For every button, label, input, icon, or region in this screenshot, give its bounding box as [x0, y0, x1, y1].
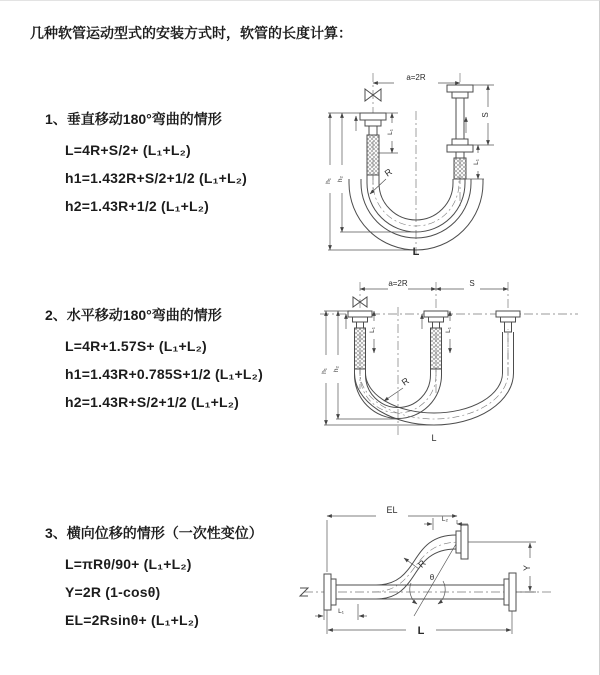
page-title: 几种软管运动型式的安装方式时，软管的长度计算： — [30, 25, 352, 41]
section-horizontal-movement — [45, 305, 263, 416]
dim-label-l: L — [412, 246, 420, 258]
diagram-lateral-displacement — [296, 504, 590, 646]
dim-label-r: R — [382, 166, 394, 179]
section-1-formulas — [45, 136, 247, 220]
diagram-vertical-180-bend — [308, 67, 590, 259]
braided-hose-section — [454, 158, 466, 179]
radius-callout — [384, 375, 411, 401]
formula-line: L=4R+1.57S+ (L₁+L₂) — [65, 338, 207, 354]
formula-line: L=πRθ/90+ (L₁+L₂) — [65, 556, 192, 572]
pipe-assembly-1 — [348, 311, 372, 369]
centerlines — [373, 73, 460, 255]
radius-callout — [404, 558, 428, 570]
upper-flange-assembly — [456, 525, 468, 559]
formula-line: h1=1.43R+0.785S+1/2 (L₁+L₂) — [65, 366, 263, 382]
dim-label-l1-p1: L₁ — [369, 327, 376, 333]
section-1-heading: 1、垂直移动180°弯曲的情形 — [45, 111, 222, 127]
pipe-assembly-3 — [496, 311, 520, 332]
dim-label-a2r: a=2R — [406, 73, 426, 82]
dim-label-l1-left: L₁ — [387, 129, 394, 135]
left-pipe-assembly — [360, 113, 386, 175]
dimension-a-2r — [360, 279, 436, 289]
dimension-l1 — [315, 604, 367, 620]
right-pipe-assembly — [447, 85, 473, 179]
dimension-a-2r — [373, 73, 460, 83]
formula-line: h2=1.43R+S/2+1/2 (L₁+L₂) — [65, 394, 240, 410]
dim-label-l: L — [417, 625, 425, 637]
dim-label-el: EL — [386, 505, 398, 515]
dimension-s — [436, 279, 508, 289]
dimension-l-bottom — [327, 610, 512, 637]
dim-label-h2: h₂ — [337, 175, 344, 183]
section-lateral-displacement — [45, 523, 263, 634]
braided-hose-section — [367, 135, 379, 175]
pipe-assembly-2 — [424, 311, 448, 369]
section-2-formulas — [45, 332, 263, 416]
dim-label-y: Y — [522, 564, 532, 572]
dim-label-theta: θ — [429, 573, 435, 582]
dim-label-a2r: a=2R — [388, 279, 408, 288]
dim-label-h1: h₁ — [325, 178, 332, 184]
dim-label-s: S — [469, 279, 475, 288]
dim-label-r: R — [416, 558, 428, 570]
dim-label-l1: L₁ — [338, 608, 344, 615]
dim-label-l1-p2: L₁ — [445, 327, 452, 333]
formula-line: h1=1.432R+S/2+1/2 (L₁+L₂) — [65, 170, 247, 186]
dim-label-l: L — [431, 433, 437, 443]
formula-line: Y=2R (1-cosθ) — [65, 584, 161, 600]
dimension-s-l1 — [466, 85, 494, 179]
dim-label-l1-right: L₁ — [473, 159, 480, 165]
braided-hose-section — [355, 328, 366, 369]
section-vertical-movement — [45, 109, 247, 220]
dim-label-r: R — [399, 375, 411, 388]
section-2-heading: 2、水平移动180°弯曲的情形 — [45, 307, 222, 323]
section-3-formulas — [45, 550, 263, 634]
formula-line: EL=2Rsinθ+ (L₁+L₂) — [65, 612, 200, 628]
braided-hose-section — [431, 328, 442, 369]
formula-line: L=4R+S/2+ (L₁+L₂) — [65, 142, 191, 158]
diagram-horizontal-180-bend — [308, 277, 590, 449]
dim-label-s: S — [481, 112, 490, 118]
dim-label-l2: L₂ — [441, 516, 449, 523]
dim-label-h2: h₂ — [333, 365, 340, 373]
dim-label-h1: h₁ — [321, 368, 328, 374]
dimension-h1-h2 — [321, 311, 434, 425]
formula-line: h2=1.43R+1/2 (L₁+L₂) — [65, 198, 210, 214]
section-3-heading: 3、横向位移的情形（一次性变位） — [45, 525, 263, 541]
